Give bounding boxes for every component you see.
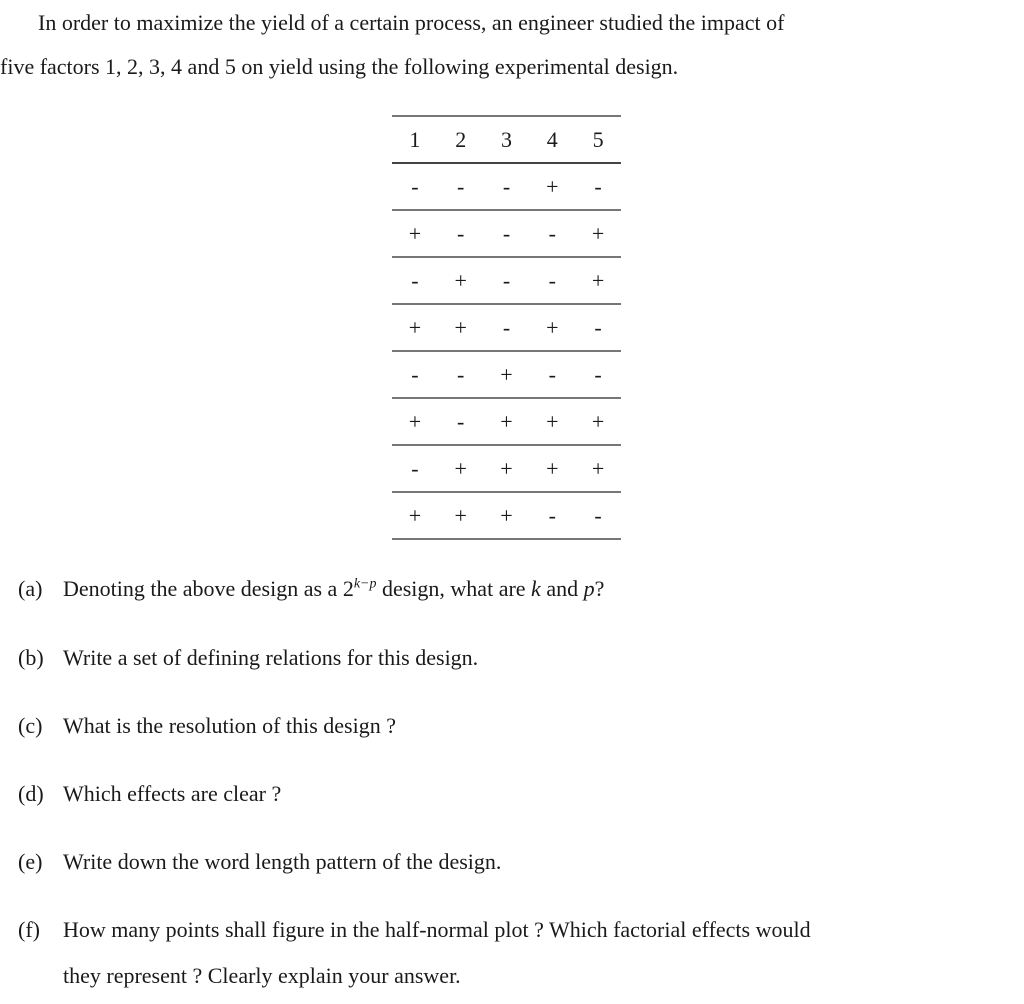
cell: - — [457, 408, 465, 434]
cell: + — [500, 361, 513, 387]
intro-paragraph — [0, 0, 1024, 90]
question-text: What is the resolution of this design ? — [63, 713, 396, 738]
cell: - — [502, 173, 511, 199]
table-row — [392, 163, 621, 210]
cell: + — [454, 502, 467, 528]
cell: + — [546, 408, 559, 434]
table-row — [392, 492, 621, 539]
question-label: (d) — [18, 781, 44, 806]
cell: + — [454, 455, 467, 481]
cell: + — [500, 455, 513, 481]
experimental-design-table — [392, 115, 621, 540]
cell: + — [408, 502, 422, 528]
intro-line-1: In order to maximize the yield of a certain process, an engineer studied the impact of — [38, 10, 785, 35]
question-text: How many points shall figure in the half-normal plot ? Which factorial effects would — [63, 917, 811, 942]
cell: - — [502, 314, 511, 340]
cell: - — [457, 220, 465, 246]
variable-k: k — [531, 576, 541, 601]
header-factor-3: 3 — [500, 126, 512, 152]
table-row — [392, 351, 621, 398]
question-label: (a) — [18, 576, 43, 601]
question-text-continued: they represent ? Clearly explain your answer. — [63, 963, 461, 988]
cell: - — [502, 267, 511, 293]
question-text: Which effects are clear ? — [63, 781, 282, 806]
question-text: Write a set of defining relations for this design. — [63, 645, 479, 670]
cell: - — [411, 267, 419, 293]
question-text-part: ? — [594, 576, 605, 601]
cell: + — [500, 408, 513, 434]
cell: + — [546, 455, 559, 481]
question-label: (e) — [18, 849, 43, 874]
cell: - — [457, 173, 465, 199]
cell: + — [408, 220, 422, 246]
cell: + — [591, 408, 605, 434]
table-row — [392, 304, 621, 351]
cell: - — [548, 267, 556, 293]
cell: - — [457, 361, 465, 387]
question-text-part: and — [540, 576, 584, 601]
table-row — [392, 257, 621, 304]
header-factor-5: 5 — [592, 126, 604, 152]
cell: - — [411, 361, 419, 387]
cell: + — [454, 314, 467, 340]
cell: - — [594, 361, 602, 387]
cell: + — [408, 408, 422, 434]
table-header-row — [392, 116, 621, 163]
cell: + — [591, 267, 605, 293]
cell: - — [411, 173, 419, 199]
cell: + — [546, 314, 559, 340]
cell: + — [454, 267, 467, 293]
header-factor-2: 2 — [455, 126, 467, 152]
question-text-part: Denoting the above design as a 2 — [63, 576, 354, 601]
cell: + — [500, 502, 513, 528]
cell: + — [591, 220, 605, 246]
cell: - — [594, 314, 602, 340]
header-factor-4: 4 — [546, 126, 558, 152]
question-label: (b) — [18, 645, 44, 670]
table-row — [392, 210, 621, 257]
cell: + — [591, 455, 605, 481]
cell: - — [548, 502, 556, 528]
cell: - — [594, 173, 602, 199]
cell: + — [546, 173, 559, 199]
variable-p: p — [583, 576, 595, 601]
cell: - — [411, 455, 419, 481]
cell: - — [502, 220, 511, 246]
question-text — [63, 576, 604, 602]
cell: + — [408, 314, 422, 340]
exponent: k−p — [353, 576, 377, 592]
cell: - — [548, 361, 556, 387]
cell: - — [594, 502, 602, 528]
header-factor-1: 1 — [409, 126, 421, 152]
table-row — [392, 398, 621, 445]
question-label: (f) — [18, 917, 40, 942]
cell: - — [548, 220, 556, 246]
intro-line-2: five factors 1, 2, 3, 4 and 5 on yield using the following experimental design. — [0, 54, 679, 79]
question-text: Write down the word length pattern of the design. — [63, 849, 502, 874]
table-row — [392, 445, 621, 492]
question-text-part: design, what are — [376, 576, 532, 601]
question-label: (c) — [18, 713, 43, 738]
